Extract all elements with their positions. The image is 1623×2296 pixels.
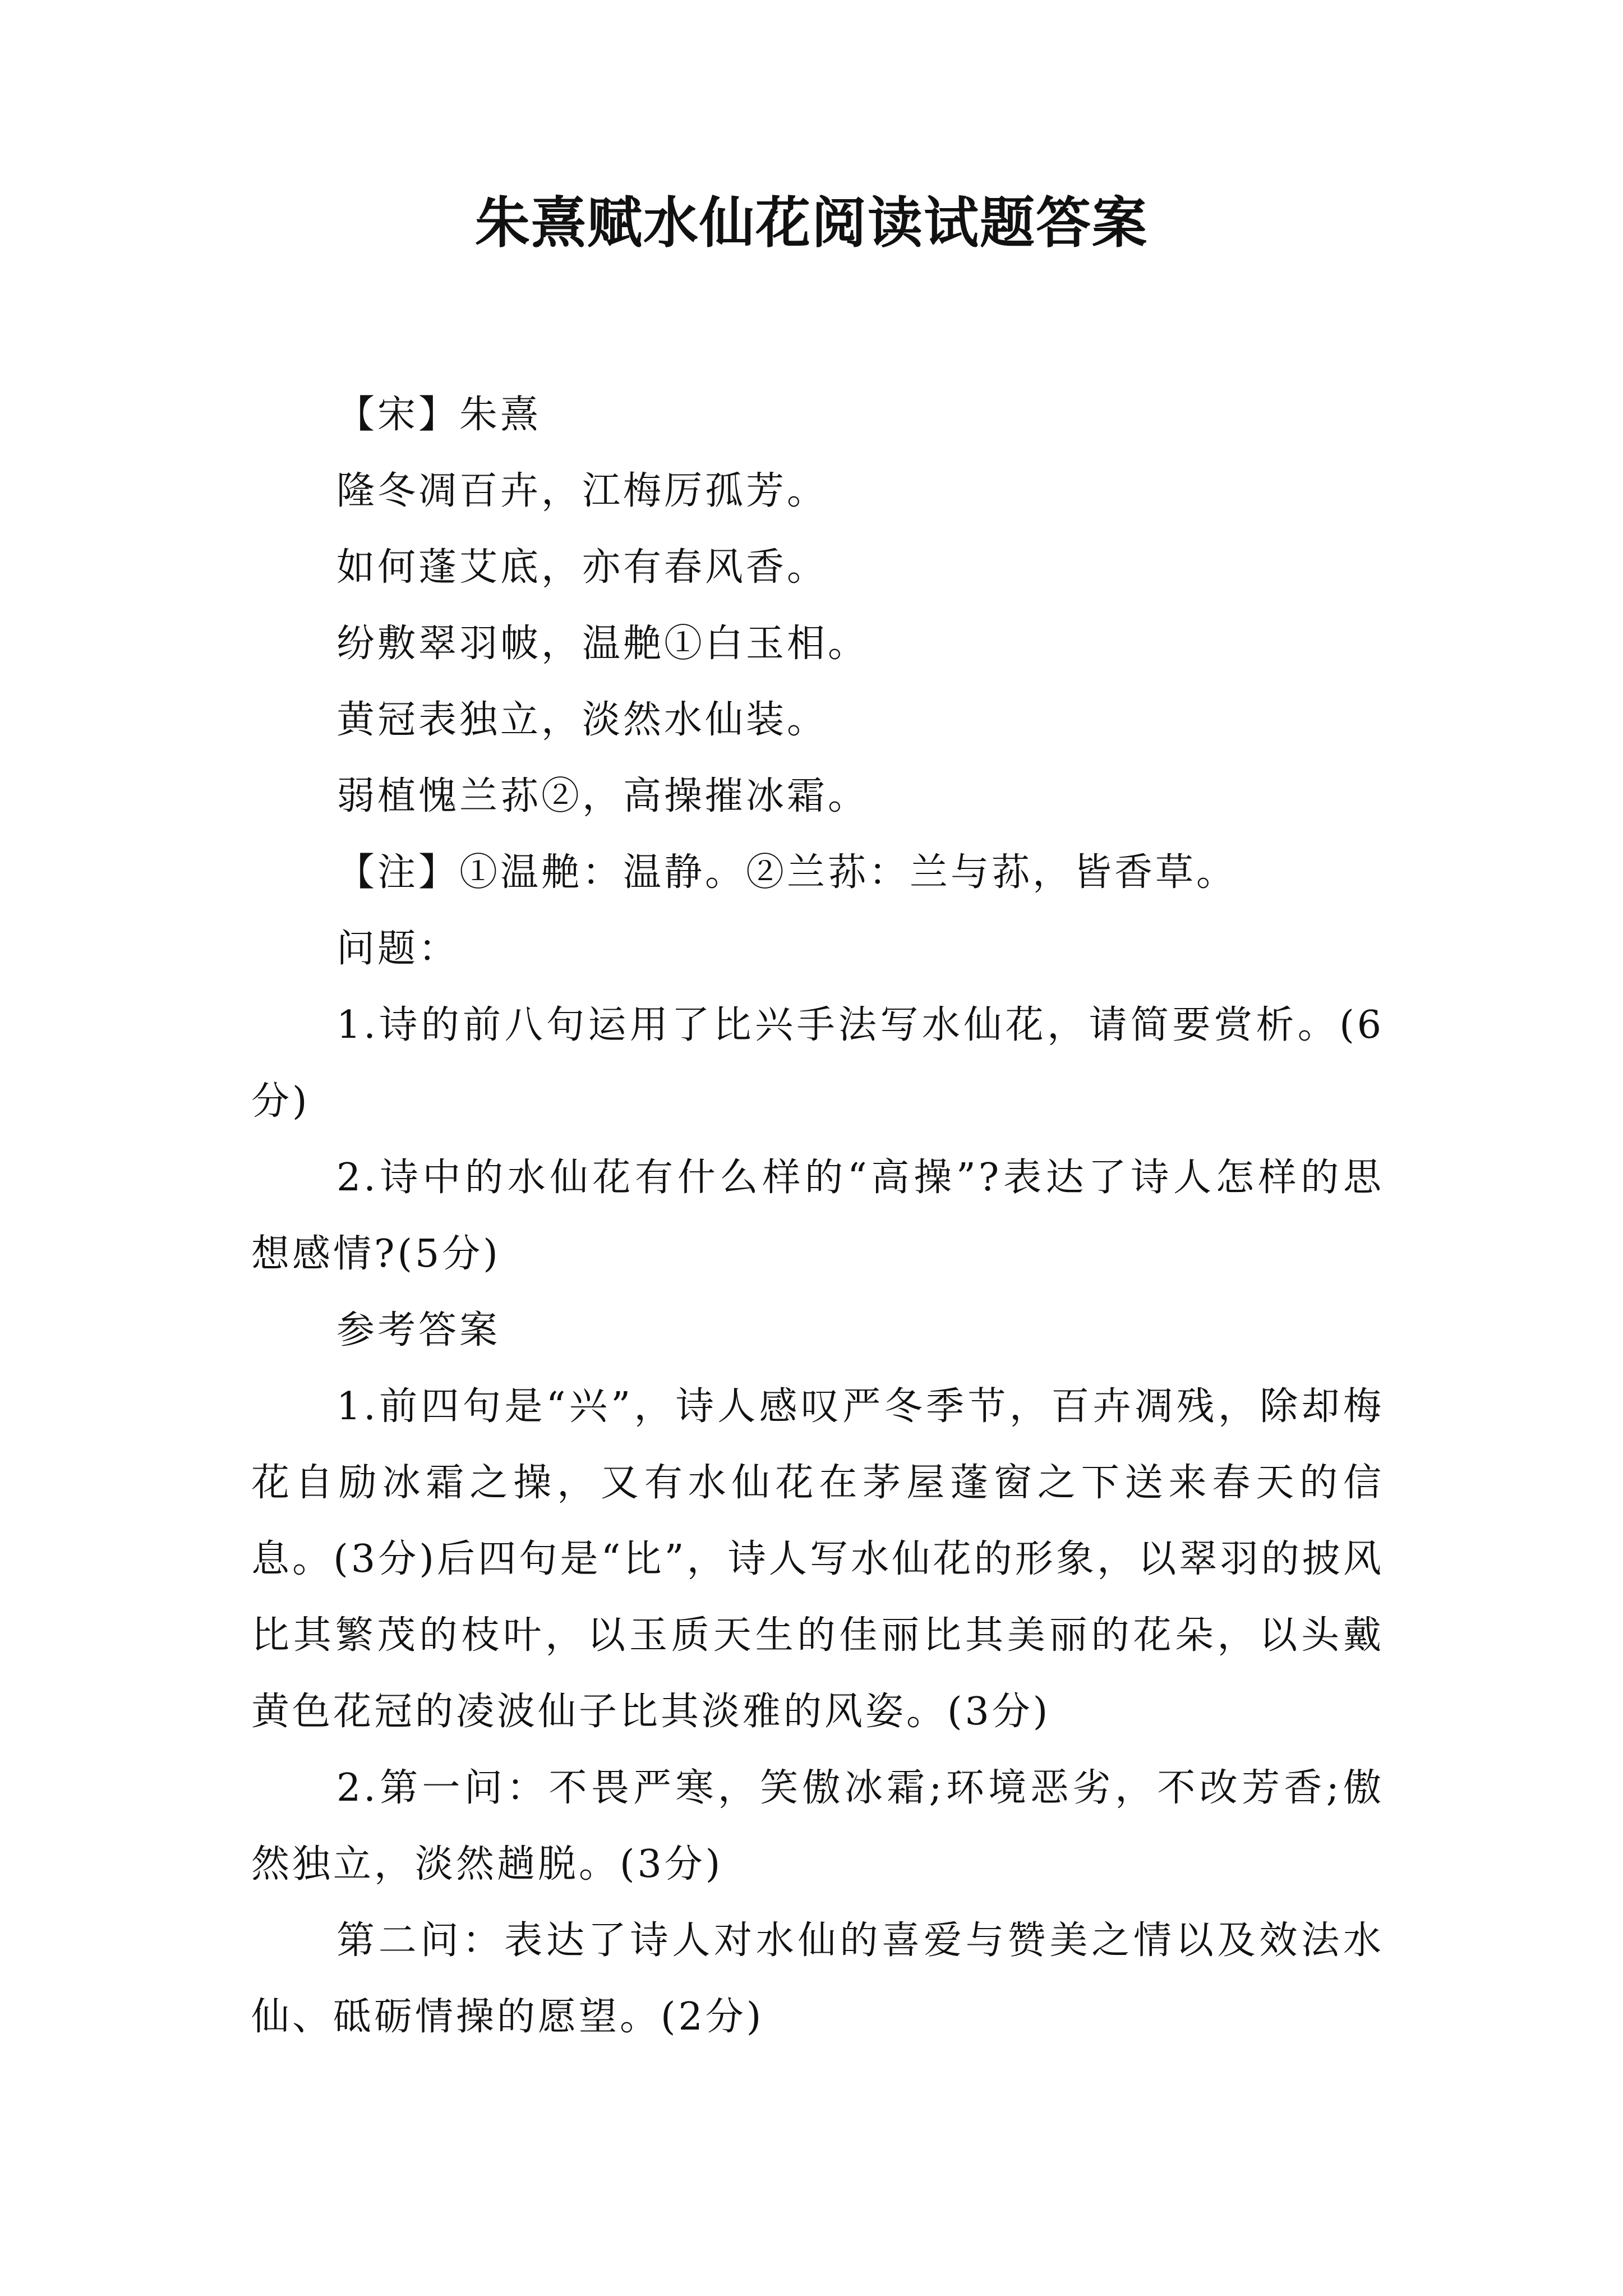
answers-heading: 参考答案 (336, 1308, 501, 1352)
poem-line: 如何蓬艾底，亦有春风香。 (336, 545, 828, 590)
question-item: 2.诗中的水仙花有什么样的“高操”?表达了诗人怎样的思想感情?(5分) (251, 1156, 1384, 1276)
questions-heading: 问题： (336, 927, 460, 971)
answer-item: 1.前四句是“兴”，诗人感叹严冬季节，百卉凋残，除却梅花自励冰霜之操，又有水仙花在茅屋蓬窗之下送来春天的信息。(3分)后四句是“比”，诗人写水仙花的形象，以翠羽的披风比其繁茂的枝叶，以玉质天生的佳丽比其美丽的花朵，以头戴黄色花冠的凌波仙子比其淡雅的风姿。(3分) (251, 1384, 1384, 1734)
poem-line: 弱植愧兰荪②，高操摧冰霜。 (336, 774, 869, 818)
question-item: 1.诗的前八句运用了比兴手法写水仙花，请简要赏析。(6分) (251, 1003, 1384, 1124)
document-title: 朱熹赋水仙花阅读试题答案 (474, 191, 1148, 255)
annotation-note: 【注】①温艴：温静。②兰荪：兰与荪，皆香草。 (336, 850, 1238, 895)
answer-item: 第二问：表达了诗人对水仙的喜爱与赞美之情以及效法水仙、砥砺情操的愿望。(2分) (251, 1918, 1384, 2039)
poem-line: 纷敷翠羽帔，温艴①白玉相。 (336, 622, 869, 666)
poem-line: 黄冠表独立，淡然水仙装。 (336, 698, 828, 742)
poem-author-line: 【宋】朱熹 (336, 393, 542, 437)
document-body (251, 377, 1384, 2055)
answer-item: 2.第一问：不畏严寒，笑傲冰霜;环境恶劣，不改芳香;傲然独立，淡然趟脱。(3分) (251, 1766, 1384, 1887)
poem-line: 隆冬凋百卉，江梅厉孤芳。 (336, 469, 828, 513)
